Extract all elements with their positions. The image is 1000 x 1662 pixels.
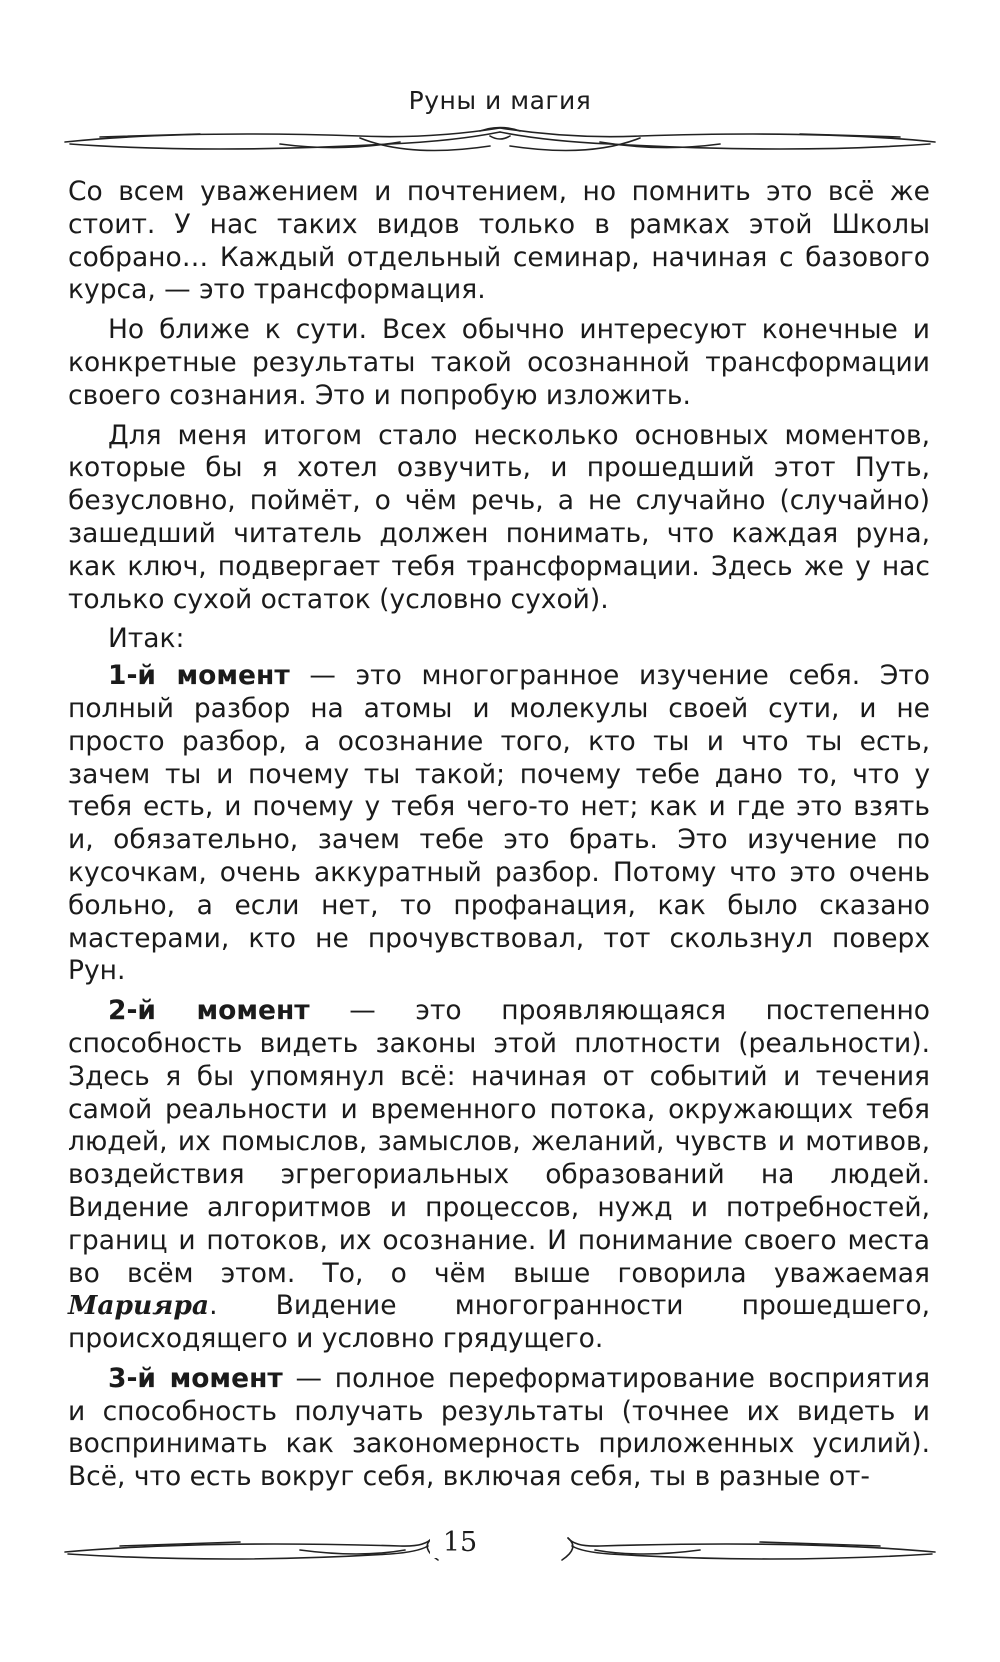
paragraph-moment-1: [68, 660, 930, 988]
moment-1-label: 1-й момент: [108, 660, 290, 692]
footer-ornament: [60, 1528, 940, 1568]
moment-3-text: — полное переформатирование восприятия и способность получать результаты (точнее их видеть и воспринимать как закономерность приложенных усилий). Всё, что есть вокруг себя, включая себя, ты в разные от-: [68, 1362, 931, 1493]
running-head: Руны и магия: [408, 86, 592, 115]
body-text: [68, 176, 930, 1501]
paragraph-3: Для меня итогом стало несколько основных моментов, которые бы я хотел озвучить, и прошедший этот Путь, безусловно, поймёт, о чём речь, а не случайно (случайно) зашедший читатель должен понимать, что каждая руна, как ключ, подвергает тебя трансформации. Здесь же у нас только сухой остаток (условно сухой).: [68, 419, 930, 615]
moment-2-label: 2-й момент: [108, 995, 310, 1027]
moment-3-label: 3-й момент: [108, 1362, 283, 1394]
author-name-mariyara: Марияра: [68, 1290, 210, 1322]
paragraph-1: Со всем уважением и почтением, но помнить это всё же стоит. У нас таких видов только в рамках этой Школы собрано… Каждый отдельный семинар, начиная с базового курса, — это трансформация.: [68, 176, 930, 306]
paragraph-moment-3: [68, 1363, 930, 1494]
paragraph-2: Но ближе к сути. Всех обычно интересуют конечные и конкретные результаты такой осознанной трансформации своего сознания. Это и попробую изложить.: [68, 314, 930, 411]
moment-2-text-a: — это проявляющаяся постепенно способность видеть законы этой плотности (реальности). Здесь я бы упомянул всё: начиная от событий и течения самой реальности и временного потока, окружающих тебя людей, их помыслов, замыслов, желаний, чувств и мотивов, воздействия эгрегориальных образований на людей. Видение алгоритмов и процессов, нужд и потребностей, границ и потоков, их осознание. И понимание своего места во всём этом. То, о чём выше говорила уважаемая: [68, 995, 930, 1289]
paragraph-moment-2: [68, 995, 930, 1356]
header-ornament: [60, 122, 940, 162]
paragraph-itak: Итак:: [108, 623, 185, 655]
moment-2-text-b: . Видение многогранности прошедшего, происходящего и условно грядущего.: [68, 1290, 930, 1355]
page-number: 15: [430, 1527, 490, 1558]
moment-1-text: — это многогранное изучение себя. Это полный разбор на атомы и молекулы своей сути, и не просто разбор, а осознание того, кто ты и что ты есть, зачем ты и почему ты такой; почему тебе дано то, что у тебя есть, и почему у тебя чего-то нет; как и где это взять и, обязательно, зачем тебе это брать. Это изучение по кусочкам, очень аккуратный разбор. Потому что это очень больно, а если нет, то профанация, как было сказано мастерами, кто не прочувствовал, тот скользнул поверх Рун.: [68, 660, 930, 987]
